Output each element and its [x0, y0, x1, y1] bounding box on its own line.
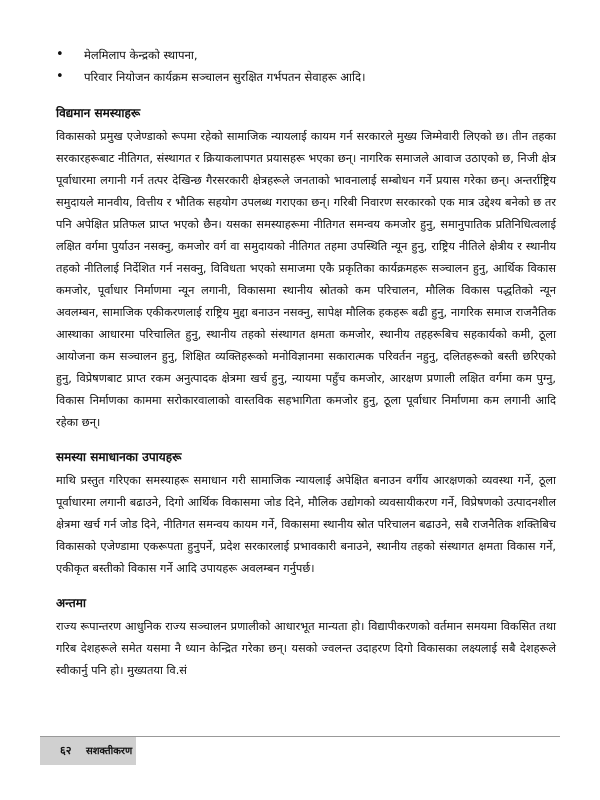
page-content — [56, 44, 556, 682]
section-body-problems: विकासको प्रमुख एजेण्डाको रूपमा रहेको सामाजिक न्यायलाई कायम गर्न सरकारले मुख्य जिम्मेवारी लिएको छ। तीन तहका सरकारहरूबाट नीतिगत, संस्थागत र क्रियाकलापगत प्रयासहरू भएका छन्। नागरिक समाजले आवाज उठाएको छ, निजी क्षेत्र पूर्वाधारमा लगानी गर्न तत्पर देखिन्छ गैरसरकारी क्षेत्रहरूले जनताको भावनालाई सम्बोधन गर्ने प्रयास गरेका छन्। अन्तर्राष्ट्रिय समुदायले मानवीय, वित्तीय र भौतिक सहयोग उपलब्ध गराएका छन्। गरिबी निवारण सरकारको एक मात्र उद्देश्य बनेको छ तर पनि अपेक्षित प्रतिफल प्राप्त भएको छैन। यसका समस्याहरूमा नीतिगत समन्वय कमजोर हुनु, समानुपातिक प्रतिनिधित्वलाई लक्षित वर्गमा पुर्याउन नसक्नु, कमजोर वर्ग वा समुदायको नीतिगत तहमा उपस्थिति न्यून हुनु, राष्ट्रिय नीतिले क्षेत्रीय र स्थानीय तहको नीतिलाई निर्देशित गर्न नसक्नु, विविधता भएको समाजमा एकै प्रकृतिका कार्यक्रमहरू सञ्चालन हुनु, आर्थिक विकास कमजोर, पूर्वाधार निर्माणमा न्यून लगानी, विकासमा स्थानीय स्रोतको कम परिचालन, मौलिक विकास पद्धतिको न्यून अवलम्बन, सामाजिक एकीकरणलाई राष्ट्रिय मुद्दा बनाउन नसक्नु, सापेक्ष मौलिक हकहरू बढी हुनु, नागरिक समाज राजनैतिक आस्थाका आधारमा परिचालित हुनु, स्थानीय तहको संस्थागत क्षमता कमजोर, स्थानीय तहहरूबिच सहकार्यको कमी, ठूला आयोजना कम सञ्चालन हुनु, शिक्षित व्यक्तिहरूको मनोविज्ञानमा सकारात्मक परिवर्तन नहुनु, दलितहरूको बस्ती छरिएको हुनु, विप्रेषणबाट प्राप्त रकम अनुत्पादक क्षेत्रमा खर्च हुनु, न्यायमा पहुँच कमजोर, आरक्षण प्रणाली लक्षित वर्गमा कम पुग्नु, विकास निर्माणका काममा सरोकारवालाको वास्तविक सहभागिता कमजोर हुनु, ठूला पूर्वाधार निर्माणमा कम लगानी आदि रहेका छन्। — [56, 130, 556, 429]
bullet-list — [56, 44, 556, 88]
bullet-icon: • — [56, 69, 64, 84]
bullet-text: परिवार नियोजन कार्यक्रम सञ्चालन सुरक्षित गर्भपतन सेवाहरू आदि। — [84, 70, 366, 84]
section-heading-solutions: समस्या समाधानका उपायहरू — [56, 450, 182, 464]
section-heading-problems: विद्यमान समस्याहरू — [56, 106, 141, 120]
section-heading-conclusion: अन्तमा — [56, 596, 86, 610]
bullet-icon: • — [56, 47, 64, 62]
list-item — [56, 44, 556, 66]
section-body-solutions: माथि प्रस्तुत गरिएका समस्याहरू समाधान गरी सामाजिक न्यायलाई अपेक्षित बनाउन वर्गीय आरक्षणको व्यवस्था गर्ने, ठूला पूर्वाधारमा लगानी बढाउने, दिगो आर्थिक विकासमा जोड दिने, मौलिक उद्योगको व्यवसायीकरण गर्ने, विप्रेषणको उत्पादनशील क्षेत्रमा खर्च गर्न जोड दिने, नीतिगत समन्वय कायम गर्ने, विकासमा स्थानीय स्रोत परिचालन बढाउने, सबै राजनैतिक शक्तिबिच विकासको एजेण्डामा एकरूपता हुनुपर्ने, प्रदेश सरकारलाई प्रभावकारी बनाउने, स्थानीय तहको संस्थागत क्षमता विकास गर्ने, एकीकृत बस्तीको विकास गर्ने आदि उपायहरू अवलम्बन गर्नुपर्छ। — [56, 474, 556, 575]
section-body-conclusion: राज्य रूपान्तरण आधुनिक राज्य सञ्चालन प्रणालीको आधारभूत मान्यता हो। विद्यापीकरणको वर्तमान समयमा विकसित तथा गरिब देशहरूले समेत यसमा नै ध्यान केन्द्रित गरेका छन्। यसको ज्वलन्त उदाहरण दिगो विकासका लक्ष्यलाई सबै देशहरूले स्वीकार्नु पनि हो। मुख्यतया वि.सं — [56, 620, 556, 677]
page-number: ६२ — [60, 744, 72, 757]
page-footer — [40, 736, 560, 765]
bullet-text: मेलमिलाप केन्द्रको स्थापना, — [84, 48, 198, 62]
list-item — [56, 66, 556, 88]
running-title: सशक्तीकरण — [86, 746, 133, 757]
